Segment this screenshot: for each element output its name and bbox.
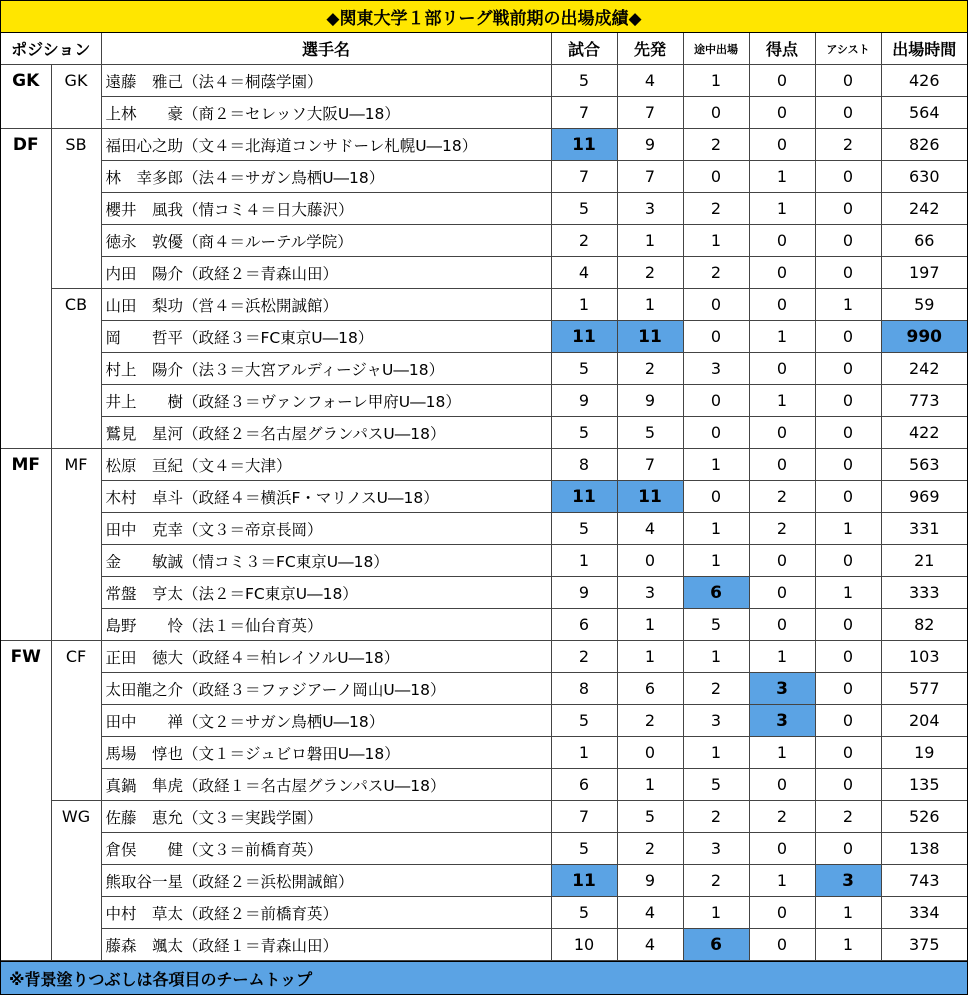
assists-cell: 0 xyxy=(815,257,881,289)
sub-cell: 5 xyxy=(683,769,749,801)
starts-cell: 11 xyxy=(617,321,683,353)
player-name-cell: 島野 怜（法１＝仙台育英） xyxy=(101,609,551,641)
table-body xyxy=(1,65,967,961)
minutes-cell: 135 xyxy=(881,769,967,801)
assists-cell: 0 xyxy=(815,737,881,769)
goals-cell: 0 xyxy=(749,65,815,97)
games-cell: 5 xyxy=(551,417,617,449)
header-games: 試合 xyxy=(551,33,617,65)
minutes-cell: 564 xyxy=(881,97,967,129)
goals-cell: 3 xyxy=(749,705,815,737)
player-name-cell: 熊取谷一星（政経２＝浜松開誠館） xyxy=(101,865,551,897)
starts-cell: 7 xyxy=(617,97,683,129)
header-starts: 先発 xyxy=(617,33,683,65)
minutes-cell: 773 xyxy=(881,385,967,417)
player-name-cell: 井上 樹（政経３＝ヴァンフォーレ甲府U―18） xyxy=(101,385,551,417)
position-cell xyxy=(51,673,101,705)
table-row xyxy=(1,897,967,929)
goals-cell: 0 xyxy=(749,353,815,385)
assists-cell: 0 xyxy=(815,321,881,353)
goals-cell: 1 xyxy=(749,865,815,897)
sub-cell: 3 xyxy=(683,705,749,737)
header-position: ポジション xyxy=(1,33,101,65)
group-cell xyxy=(1,193,51,225)
sub-cell: 1 xyxy=(683,641,749,673)
header-sub: 途中出場 xyxy=(683,33,749,65)
table-row xyxy=(1,353,967,385)
assists-cell: 2 xyxy=(815,129,881,161)
position-cell: MF xyxy=(51,449,101,481)
sub-cell: 1 xyxy=(683,545,749,577)
goals-cell: 0 xyxy=(749,929,815,961)
table-row xyxy=(1,929,967,961)
player-name-cell: 馬場 惇也（文１＝ジュビロ磐田U―18） xyxy=(101,737,551,769)
position-cell xyxy=(51,833,101,865)
games-cell: 5 xyxy=(551,897,617,929)
group-cell: GK xyxy=(1,65,51,97)
player-name-cell: 正田 徳大（政経４＝柏レイソルU―18） xyxy=(101,641,551,673)
minutes-cell: 333 xyxy=(881,577,967,609)
group-cell xyxy=(1,353,51,385)
goals-cell: 0 xyxy=(749,609,815,641)
player-name-cell: 藤森 颯太（政経１＝青森山田） xyxy=(101,929,551,961)
table-row xyxy=(1,481,967,513)
minutes-cell: 990 xyxy=(881,321,967,353)
starts-cell: 2 xyxy=(617,257,683,289)
position-cell xyxy=(51,929,101,961)
table-row xyxy=(1,65,967,97)
sub-cell: 2 xyxy=(683,865,749,897)
starts-cell: 11 xyxy=(617,481,683,513)
group-cell xyxy=(1,481,51,513)
goals-cell: 0 xyxy=(749,833,815,865)
player-name-cell: 山田 梨功（営４＝浜松開誠館） xyxy=(101,289,551,321)
group-cell: FW xyxy=(1,641,51,673)
starts-cell: 4 xyxy=(617,65,683,97)
position-cell xyxy=(51,385,101,417)
stats-table xyxy=(1,33,967,961)
starts-cell: 4 xyxy=(617,897,683,929)
header-row xyxy=(1,33,967,65)
starts-cell: 5 xyxy=(617,801,683,833)
player-name-cell: 中村 草太（政経２＝前橋育英） xyxy=(101,897,551,929)
player-name-cell: 上林 豪（商２＝セレッソ大阪U―18） xyxy=(101,97,551,129)
goals-cell: 0 xyxy=(749,289,815,321)
sub-cell: 5 xyxy=(683,609,749,641)
games-cell: 7 xyxy=(551,161,617,193)
player-name-cell: 櫻井 風我（情コミ４＝日大藤沢） xyxy=(101,193,551,225)
player-name-cell: 田中 禅（文２＝サガン鳥栖U―18） xyxy=(101,705,551,737)
player-name-cell: 佐藤 恵允（文３＝実践学園） xyxy=(101,801,551,833)
table-row xyxy=(1,673,967,705)
sub-cell: 3 xyxy=(683,833,749,865)
assists-cell: 0 xyxy=(815,641,881,673)
position-cell xyxy=(51,865,101,897)
table-row xyxy=(1,737,967,769)
group-cell xyxy=(1,801,51,833)
table-row xyxy=(1,193,967,225)
games-cell: 11 xyxy=(551,129,617,161)
starts-cell: 3 xyxy=(617,193,683,225)
goals-cell: 0 xyxy=(749,257,815,289)
starts-cell: 9 xyxy=(617,385,683,417)
group-cell xyxy=(1,673,51,705)
table-row xyxy=(1,417,967,449)
games-cell: 1 xyxy=(551,737,617,769)
group-cell xyxy=(1,161,51,193)
player-name-cell: 福田心之助（文４＝北海道コンサドーレ札幌U―18） xyxy=(101,129,551,161)
sub-cell: 2 xyxy=(683,801,749,833)
table-row xyxy=(1,129,967,161)
goals-cell: 0 xyxy=(749,897,815,929)
goals-cell: 2 xyxy=(749,801,815,833)
games-cell: 5 xyxy=(551,833,617,865)
group-cell xyxy=(1,897,51,929)
header-assists: アシスト xyxy=(815,33,881,65)
sub-cell: 1 xyxy=(683,449,749,481)
position-cell: CB xyxy=(51,289,101,321)
minutes-cell: 242 xyxy=(881,353,967,385)
minutes-cell: 826 xyxy=(881,129,967,161)
player-name-cell: 松原 亘紀（文４＝大津） xyxy=(101,449,551,481)
goals-cell: 0 xyxy=(749,97,815,129)
position-cell xyxy=(51,353,101,385)
minutes-cell: 19 xyxy=(881,737,967,769)
assists-cell: 0 xyxy=(815,449,881,481)
position-cell xyxy=(51,737,101,769)
assists-cell: 0 xyxy=(815,225,881,257)
group-cell xyxy=(1,289,51,321)
goals-cell: 1 xyxy=(749,193,815,225)
minutes-cell: 743 xyxy=(881,865,967,897)
minutes-cell: 138 xyxy=(881,833,967,865)
games-cell: 11 xyxy=(551,321,617,353)
table-row xyxy=(1,385,967,417)
starts-cell: 4 xyxy=(617,929,683,961)
minutes-cell: 331 xyxy=(881,513,967,545)
starts-cell: 9 xyxy=(617,865,683,897)
sub-cell: 2 xyxy=(683,673,749,705)
position-cell xyxy=(51,97,101,129)
sub-cell: 2 xyxy=(683,193,749,225)
games-cell: 1 xyxy=(551,289,617,321)
games-cell: 2 xyxy=(551,225,617,257)
sub-cell: 2 xyxy=(683,129,749,161)
games-cell: 2 xyxy=(551,641,617,673)
group-cell xyxy=(1,769,51,801)
group-cell xyxy=(1,705,51,737)
group-cell xyxy=(1,609,51,641)
games-cell: 5 xyxy=(551,513,617,545)
goals-cell: 2 xyxy=(749,481,815,513)
minutes-cell: 577 xyxy=(881,673,967,705)
sub-cell: 0 xyxy=(683,321,749,353)
starts-cell: 2 xyxy=(617,353,683,385)
table-row xyxy=(1,769,967,801)
goals-cell: 2 xyxy=(749,513,815,545)
sub-cell: 6 xyxy=(683,929,749,961)
table-row xyxy=(1,449,967,481)
table-row xyxy=(1,161,967,193)
player-name-cell: 村上 陽介（法３＝大宮アルディージャU―18） xyxy=(101,353,551,385)
table-row xyxy=(1,609,967,641)
player-name-cell: 鷲見 星河（政経２＝名古屋グランパスU―18） xyxy=(101,417,551,449)
minutes-cell: 197 xyxy=(881,257,967,289)
sub-cell: 1 xyxy=(683,65,749,97)
assists-cell: 0 xyxy=(815,417,881,449)
group-cell xyxy=(1,257,51,289)
games-cell: 5 xyxy=(551,65,617,97)
minutes-cell: 334 xyxy=(881,897,967,929)
table-row xyxy=(1,801,967,833)
minutes-cell: 526 xyxy=(881,801,967,833)
assists-cell: 0 xyxy=(815,161,881,193)
starts-cell: 4 xyxy=(617,513,683,545)
goals-cell: 3 xyxy=(749,673,815,705)
starts-cell: 1 xyxy=(617,769,683,801)
footer-note: ※背景塗りつぶしは各項目のチームトップ xyxy=(1,961,967,994)
position-cell xyxy=(51,513,101,545)
assists-cell: 0 xyxy=(815,193,881,225)
position-cell: WG xyxy=(51,801,101,833)
games-cell: 11 xyxy=(551,481,617,513)
group-cell xyxy=(1,577,51,609)
group-cell xyxy=(1,737,51,769)
assists-cell: 1 xyxy=(815,513,881,545)
minutes-cell: 204 xyxy=(881,705,967,737)
table-row xyxy=(1,289,967,321)
table-row xyxy=(1,257,967,289)
player-name-cell: 林 幸多郎（法４＝サガン鳥栖U―18） xyxy=(101,161,551,193)
player-name-cell: 岡 哲平（政経３＝FC東京U―18） xyxy=(101,321,551,353)
player-name-cell: 太田龍之介（政経３＝ファジアーノ岡山U―18） xyxy=(101,673,551,705)
games-cell: 1 xyxy=(551,545,617,577)
player-name-cell: 木村 卓斗（政経４＝横浜F・マリノスU―18） xyxy=(101,481,551,513)
minutes-cell: 242 xyxy=(881,193,967,225)
group-cell xyxy=(1,385,51,417)
player-name-cell: 遠藤 雅己（法４＝桐蔭学園） xyxy=(101,65,551,97)
player-name-cell: 常盤 亨太（法２＝FC東京U―18） xyxy=(101,577,551,609)
header-player: 選手名 xyxy=(101,33,551,65)
table-row xyxy=(1,97,967,129)
minutes-cell: 375 xyxy=(881,929,967,961)
goals-cell: 1 xyxy=(749,737,815,769)
games-cell: 9 xyxy=(551,577,617,609)
minutes-cell: 66 xyxy=(881,225,967,257)
starts-cell: 7 xyxy=(617,161,683,193)
sub-cell: 0 xyxy=(683,385,749,417)
position-cell xyxy=(51,225,101,257)
starts-cell: 1 xyxy=(617,609,683,641)
games-cell: 9 xyxy=(551,385,617,417)
position-cell xyxy=(51,481,101,513)
goals-cell: 0 xyxy=(749,545,815,577)
table-row xyxy=(1,833,967,865)
minutes-cell: 426 xyxy=(881,65,967,97)
assists-cell: 0 xyxy=(815,673,881,705)
assists-cell: 1 xyxy=(815,897,881,929)
sheet-title: ◆関東大学１部リーグ戦前期の出場成績◆ xyxy=(1,1,967,33)
games-cell: 8 xyxy=(551,449,617,481)
games-cell: 5 xyxy=(551,193,617,225)
minutes-cell: 969 xyxy=(881,481,967,513)
position-cell xyxy=(51,897,101,929)
group-cell xyxy=(1,321,51,353)
table-row xyxy=(1,321,967,353)
group-cell xyxy=(1,865,51,897)
table-row xyxy=(1,225,967,257)
assists-cell: 0 xyxy=(815,769,881,801)
sub-cell: 2 xyxy=(683,257,749,289)
assists-cell: 0 xyxy=(815,545,881,577)
group-cell xyxy=(1,97,51,129)
goals-cell: 1 xyxy=(749,641,815,673)
goals-cell: 0 xyxy=(749,449,815,481)
player-name-cell: 金 敏誠（情コミ３＝FC東京U―18） xyxy=(101,545,551,577)
minutes-cell: 563 xyxy=(881,449,967,481)
table-row xyxy=(1,577,967,609)
player-name-cell: 内田 陽介（政経２＝青森山田） xyxy=(101,257,551,289)
assists-cell: 0 xyxy=(815,481,881,513)
minutes-cell: 103 xyxy=(881,641,967,673)
player-name-cell: 倉俣 健（文３＝前橋育英） xyxy=(101,833,551,865)
assists-cell: 1 xyxy=(815,289,881,321)
sub-cell: 1 xyxy=(683,513,749,545)
games-cell: 5 xyxy=(551,353,617,385)
starts-cell: 2 xyxy=(617,833,683,865)
assists-cell: 3 xyxy=(815,865,881,897)
goals-cell: 0 xyxy=(749,417,815,449)
minutes-cell: 21 xyxy=(881,545,967,577)
sub-cell: 0 xyxy=(683,481,749,513)
assists-cell: 0 xyxy=(815,705,881,737)
minutes-cell: 422 xyxy=(881,417,967,449)
starts-cell: 1 xyxy=(617,641,683,673)
assists-cell: 0 xyxy=(815,97,881,129)
position-cell xyxy=(51,193,101,225)
games-cell: 11 xyxy=(551,865,617,897)
sub-cell: 0 xyxy=(683,289,749,321)
games-cell: 10 xyxy=(551,929,617,961)
goals-cell: 1 xyxy=(749,385,815,417)
minutes-cell: 630 xyxy=(881,161,967,193)
group-cell xyxy=(1,513,51,545)
header-goals: 得点 xyxy=(749,33,815,65)
position-cell xyxy=(51,321,101,353)
goals-cell: 0 xyxy=(749,577,815,609)
position-cell: GK xyxy=(51,65,101,97)
sub-cell: 0 xyxy=(683,97,749,129)
position-cell xyxy=(51,257,101,289)
assists-cell: 0 xyxy=(815,65,881,97)
position-cell xyxy=(51,609,101,641)
position-cell: SB xyxy=(51,129,101,161)
player-name-cell: 徳永 敦優（商４＝ルーテル学院） xyxy=(101,225,551,257)
sub-cell: 1 xyxy=(683,737,749,769)
starts-cell: 0 xyxy=(617,545,683,577)
position-cell xyxy=(51,417,101,449)
sub-cell: 6 xyxy=(683,577,749,609)
starts-cell: 1 xyxy=(617,225,683,257)
minutes-cell: 59 xyxy=(881,289,967,321)
assists-cell: 0 xyxy=(815,833,881,865)
games-cell: 7 xyxy=(551,801,617,833)
position-cell xyxy=(51,769,101,801)
position-cell xyxy=(51,161,101,193)
position-cell xyxy=(51,705,101,737)
games-cell: 6 xyxy=(551,769,617,801)
position-cell: CF xyxy=(51,641,101,673)
group-cell xyxy=(1,417,51,449)
assists-cell: 0 xyxy=(815,353,881,385)
games-cell: 5 xyxy=(551,705,617,737)
games-cell: 8 xyxy=(551,673,617,705)
group-cell xyxy=(1,545,51,577)
group-cell xyxy=(1,225,51,257)
table-row xyxy=(1,513,967,545)
sub-cell: 0 xyxy=(683,417,749,449)
starts-cell: 5 xyxy=(617,417,683,449)
games-cell: 7 xyxy=(551,97,617,129)
games-cell: 4 xyxy=(551,257,617,289)
table-row xyxy=(1,865,967,897)
player-name-cell: 田中 克幸（文３＝帝京長岡） xyxy=(101,513,551,545)
group-cell: MF xyxy=(1,449,51,481)
assists-cell: 0 xyxy=(815,609,881,641)
games-cell: 6 xyxy=(551,609,617,641)
goals-cell: 1 xyxy=(749,321,815,353)
starts-cell: 9 xyxy=(617,129,683,161)
starts-cell: 3 xyxy=(617,577,683,609)
header-minutes: 出場時間 xyxy=(881,33,967,65)
goals-cell: 1 xyxy=(749,161,815,193)
player-name-cell: 真鍋 隼虎（政経１＝名古屋グランパスU―18） xyxy=(101,769,551,801)
goals-cell: 0 xyxy=(749,129,815,161)
table-row xyxy=(1,705,967,737)
group-cell xyxy=(1,833,51,865)
starts-cell: 2 xyxy=(617,705,683,737)
starts-cell: 6 xyxy=(617,673,683,705)
minutes-cell: 82 xyxy=(881,609,967,641)
assists-cell: 2 xyxy=(815,801,881,833)
sub-cell: 1 xyxy=(683,225,749,257)
starts-cell: 7 xyxy=(617,449,683,481)
starts-cell: 0 xyxy=(617,737,683,769)
starts-cell: 1 xyxy=(617,289,683,321)
position-cell xyxy=(51,545,101,577)
table-row xyxy=(1,545,967,577)
position-cell xyxy=(51,577,101,609)
sub-cell: 1 xyxy=(683,897,749,929)
assists-cell: 1 xyxy=(815,929,881,961)
assists-cell: 0 xyxy=(815,385,881,417)
assists-cell: 1 xyxy=(815,577,881,609)
group-cell: DF xyxy=(1,129,51,161)
goals-cell: 0 xyxy=(749,769,815,801)
table-row xyxy=(1,641,967,673)
sub-cell: 0 xyxy=(683,161,749,193)
sub-cell: 3 xyxy=(683,353,749,385)
goals-cell: 0 xyxy=(749,225,815,257)
group-cell xyxy=(1,929,51,961)
